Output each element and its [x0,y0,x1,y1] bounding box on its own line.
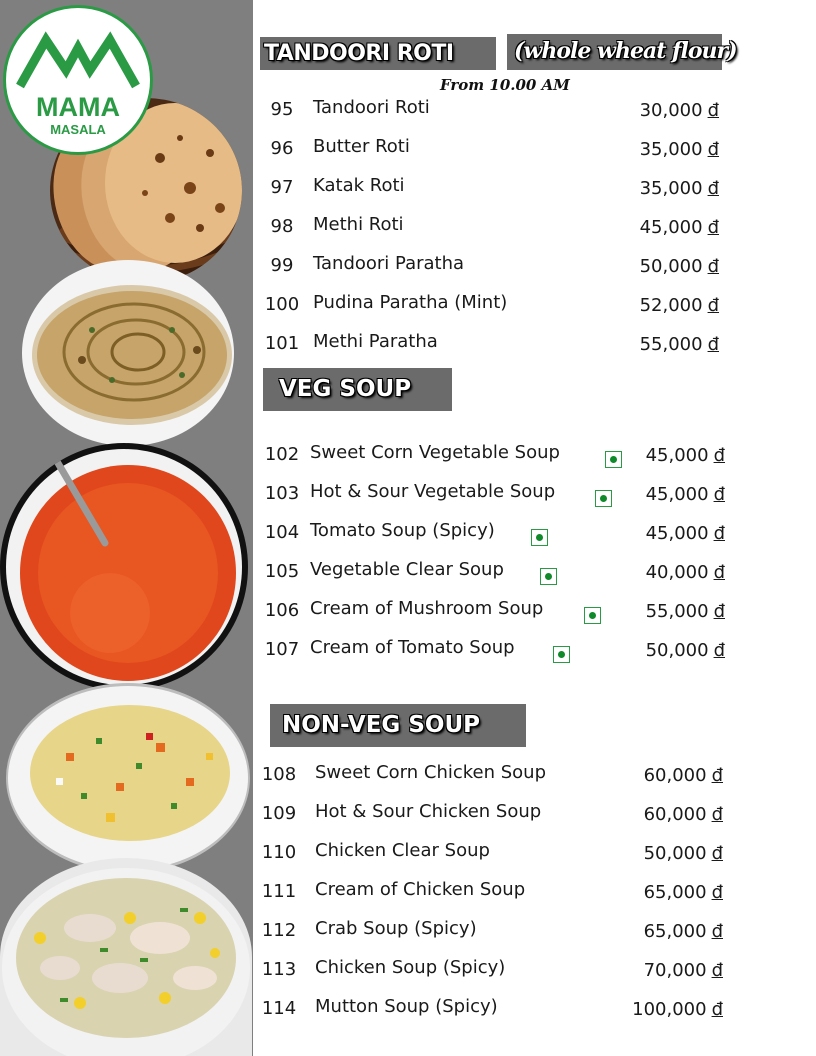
item-price [575,445,725,466]
price-value: 60,000 [643,765,707,786]
item-number: 99 [270,255,294,276]
price-value: 50,000 [645,640,709,661]
tandoori-roti-heading: TANDOORI ROTI [260,37,496,70]
logo-name: MAMA [36,92,120,122]
item-price [573,882,723,903]
item-price [573,804,723,825]
item-price [569,139,719,160]
currency-symbol: đ [713,562,725,583]
currency-symbol: đ [707,334,719,355]
currency-symbol: đ [713,445,725,466]
paratha-photo [22,260,234,446]
item-price [573,921,723,942]
serving-time: From 10.00 AM [440,76,570,94]
currency-symbol: đ [707,139,719,160]
item-number: 103 [264,483,300,504]
item-name: Pudina Paratha (Mint) [313,292,508,313]
price-value: 45,000 [645,484,709,505]
item-price [575,523,725,544]
currency-symbol: đ [711,843,723,864]
item-number: 101 [264,333,300,354]
item-number: 109 [261,803,297,824]
item-price [569,256,719,277]
sweet-corn-soup-photo [6,683,250,873]
price-value: 50,000 [643,843,707,864]
price-value: 70,000 [643,960,707,981]
item-name: Katak Roti [313,175,405,196]
item-name: Hot & Sour Chicken Soup [315,801,542,822]
currency-symbol: đ [707,178,719,199]
currency-symbol: đ [711,882,723,903]
price-value: 45,000 [645,445,709,466]
item-name: Cream of Tomato Soup [310,637,515,658]
price-value: 40,000 [645,562,709,583]
whole-wheat-note: (whole wheat flour) [507,34,722,70]
price-value: 35,000 [639,178,703,199]
item-number: 104 [264,522,300,543]
item-name: Butter Roti [313,136,410,157]
item-name: Chicken Clear Soup [315,840,490,861]
item-number: 95 [270,99,294,120]
price-value: 35,000 [639,139,703,160]
price-value: 65,000 [643,882,707,903]
price-value: 60,000 [643,804,707,825]
item-price [569,100,719,121]
item-price [575,640,725,661]
non-veg-soup-heading: NON-VEG SOUP [270,704,526,747]
item-price [573,765,723,786]
item-price [569,217,719,238]
veg-mark-icon [540,568,557,585]
item-name: Tomato Soup (Spicy) [310,520,495,541]
item-price [575,601,725,622]
veg-mark-icon [553,646,570,663]
currency-symbol: đ [707,256,719,277]
mama-masala-logo [3,5,153,155]
currency-symbol: đ [713,601,725,622]
item-price [569,178,719,199]
item-number: 98 [270,216,294,237]
item-name: Tandoori Paratha [313,253,465,274]
item-number: 107 [264,639,300,660]
item-number: 96 [270,138,294,159]
item-number: 97 [270,177,294,198]
item-number: 114 [261,998,297,1019]
currency-symbol: đ [707,100,719,121]
price-value: 55,000 [645,601,709,622]
item-price [575,484,725,505]
item-name: Methi Roti [313,214,404,235]
item-name: Sweet Corn Chicken Soup [315,762,547,783]
item-name: Chicken Soup (Spicy) [315,957,506,978]
price-value: 30,000 [639,100,703,121]
currency-symbol: đ [713,484,725,505]
item-price [569,334,719,355]
item-price [573,843,723,864]
price-value: 55,000 [639,334,703,355]
item-number: 106 [264,600,300,621]
item-name: Crab Soup (Spicy) [315,918,477,939]
item-name: Hot & Sour Vegetable Soup [310,481,556,502]
veg-soup-heading: VEG SOUP [263,368,452,411]
chicken-soup-photo [0,858,252,1056]
price-value: 65,000 [643,921,707,942]
item-name: Tandoori Roti [313,97,430,118]
item-price [575,562,725,583]
item-number: 112 [261,920,297,941]
item-number: 105 [264,561,300,582]
price-value: 100,000 [632,999,707,1020]
item-price [573,960,723,981]
item-number: 102 [264,444,300,465]
item-number: 113 [261,959,297,980]
item-number: 108 [261,764,297,785]
currency-symbol: đ [707,217,719,238]
price-value: 45,000 [645,523,709,544]
currency-symbol: đ [713,523,725,544]
currency-symbol: đ [711,999,723,1020]
item-name: Vegetable Clear Soup [310,559,504,580]
price-value: 50,000 [639,256,703,277]
price-value: 45,000 [639,217,703,238]
item-name: Sweet Corn Vegetable Soup [310,442,560,463]
currency-symbol: đ [707,295,719,316]
currency-symbol: đ [711,765,723,786]
item-name: Cream of Mushroom Soup [310,598,544,619]
item-price [573,999,723,1020]
price-value: 52,000 [639,295,703,316]
currency-symbol: đ [711,804,723,825]
currency-symbol: đ [711,960,723,981]
item-name: Cream of Chicken Soup [315,879,526,900]
veg-mark-icon [531,529,548,546]
item-number: 111 [261,881,297,902]
logo-subname: MASALA [50,122,106,137]
item-name: Mutton Soup (Spicy) [315,996,498,1017]
tomato-soup-photo [0,443,248,691]
item-price [569,295,719,316]
currency-symbol: đ [713,640,725,661]
item-number: 110 [261,842,297,863]
item-name: Methi Paratha [313,331,438,352]
currency-symbol: đ [711,921,723,942]
item-number: 100 [264,294,300,315]
